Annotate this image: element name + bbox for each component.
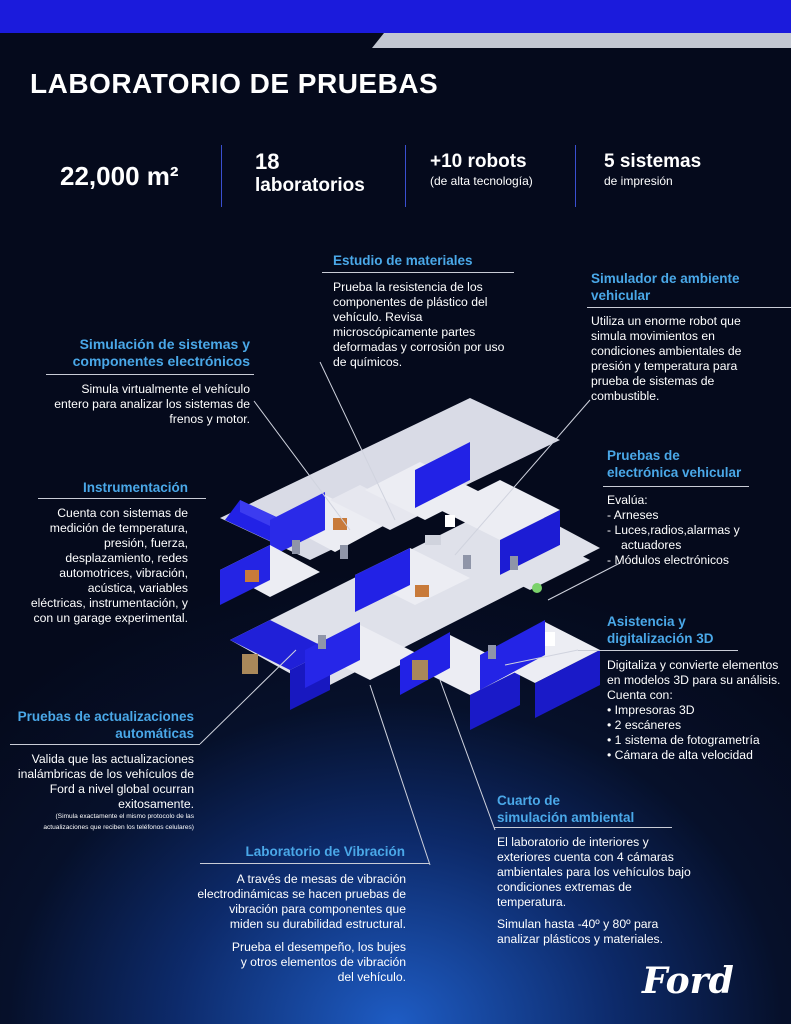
section-rule xyxy=(38,498,206,499)
list-item: • 2 escáneres xyxy=(607,718,682,732)
list-item: • 1 sistema de fotogrametría xyxy=(607,733,760,747)
section-rule xyxy=(46,374,254,375)
ford-logo xyxy=(638,957,760,1010)
section-text-ambiental-2: Simulan hasta -40º y 80º para analizar plásticos y materiales. xyxy=(497,917,663,946)
svg-text:Ford: Ford xyxy=(642,960,734,1002)
list-item: - Luces,radios,alarmas y xyxy=(607,523,740,537)
section-title-materiales: Estudio de materiales xyxy=(333,253,473,268)
section-rule xyxy=(578,650,738,651)
page-title: LABORATORIO DE PRUEBAS xyxy=(30,68,439,99)
section-title-ambiental: Cuarto de simulación ambiental xyxy=(497,793,635,825)
ford-logo-icon xyxy=(638,957,760,1005)
section-rule xyxy=(322,272,514,273)
section-note-actualizaciones: (Simula exactamente el mismo protocolo de las actualizaciones que reciben los teléfonos celulares) xyxy=(43,813,194,831)
section-text-ambiental: El laboratorio de interiores y exteriores cuenta con 4 cámaras ambientales para los vehículos bajo condiciones extremas de temperatura. xyxy=(497,835,691,909)
section-title-actualizaciones: Pruebas de actualizaciones automáticas xyxy=(17,709,194,741)
section-text-instrumentacion: Cuenta con sistemas de medición de temperatura, presión, fuerza, desplazamiento, redes automotrices, vibración, acústica, variables eléctricas, instrumentación, y con un garage experimental. xyxy=(30,506,188,625)
section-text-electronicos: Simula virtualmente el vehículo entero para analizar los sistemas de frenos y motor. xyxy=(54,382,250,426)
section-text-vibracion: A través de mesas de vibración electrodinámicas se hacen pruebas de vibración para componentes que miden su durabilidad estructural. xyxy=(197,872,406,931)
section-title-instrumentacion: Instrumentación xyxy=(82,480,188,495)
section-title-vibracion: Laboratorio de Vibración xyxy=(245,844,405,859)
section-text-asistencia: Digitaliza y convierte elementos en modelos 3D para su análisis. Cuenta con: • Impresoras 3D • 2 escáneres • 1 sistema de fotogrametría • Cámara de alta velocidad xyxy=(607,658,787,763)
section-title-simulador: Simulador de ambiente vehicular xyxy=(591,271,740,303)
lab-rooms xyxy=(220,398,600,730)
section-rule xyxy=(494,827,672,828)
stat-labs: 18 laboratorios xyxy=(255,149,365,196)
section-text-vibracion-2: Prueba el desempeño, los bujes y otros elementos de vibración del vehículo. xyxy=(231,940,406,984)
section-title-asistencia: Asistencia y digitalización 3D xyxy=(607,614,714,646)
list-item: • Impresoras 3D xyxy=(607,703,695,717)
list-item: • Cámara de alta velocidad xyxy=(607,748,753,762)
section-text-simulador: Utiliza un enorme robot que simula movimientos en condiciones ambientales de presión y temperatura para prueba de sistemas de combustible. xyxy=(591,314,742,403)
section-rule xyxy=(587,307,791,308)
list-item: - Arneses xyxy=(607,508,659,522)
list-item: actuadores xyxy=(621,538,682,552)
list-item: - Módulos electrónicos xyxy=(607,553,729,567)
section-rule xyxy=(10,744,200,745)
section-text-electronica-vehicular: Evalúa: - Arneses - Luces,radios,alarmas y actuadores - Módulos electrónicos xyxy=(607,493,777,568)
section-rule xyxy=(200,863,430,864)
section-text-materiales: Prueba la resistencia de los componentes de plástico del vehículo. Revisa microscópicamente partes deformadas y corrosión por uso de químicos. xyxy=(333,280,505,369)
stat-area: 22,000 m² xyxy=(60,161,179,191)
stat-print-systems: 5 sistemas de impresión xyxy=(604,151,702,188)
section-title-electronicos: Simulación de sistemas y componentes electrónicos xyxy=(72,336,250,369)
section-text-actualizaciones: Valida que las actualizaciones inalámbricas de los vehículos de Ford a nivel global ocurran exitosamente. xyxy=(17,752,194,811)
section-rule xyxy=(603,486,749,487)
section-title-electronica-vehicular: Pruebas de electrónica vehicular xyxy=(607,448,742,480)
stat-robots: +10 robots (de alta tecnología) xyxy=(430,151,533,188)
